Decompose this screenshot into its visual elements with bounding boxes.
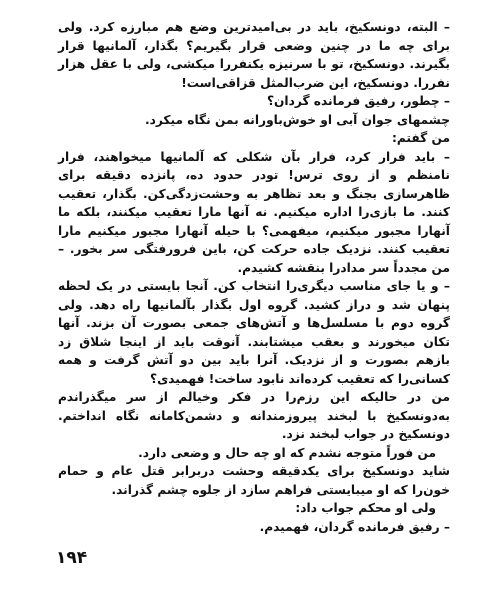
page-number: ۱۹۴ — [56, 548, 88, 568]
paragraph: من در حالیکه این رزم‌را در فکر وخیالم از سر میگذراندم به‌دونسکیخ با لبخند پیروزمندانه و دشمن‌کامانه نگاه انداختم. دونسکیخ در جواب لبخند نزد. — [58, 390, 450, 441]
paragraph: ولی او محکم جواب داد: — [295, 501, 436, 515]
paragraph: شاید دونسکیخ برای یکدقیقه وحشت دربرابر قتل عام و حمام خون‌را که او میبایستی فراهم سازد از جلوه چشم گذراند. — [58, 464, 450, 497]
paragraph: – البته، دونسکیخ، باید در بی‌امیدترین وضع هم مبارزه کرد. ولی برای چه ما در چنین وضعی قرار بگیریم؟ بگذار، آلمانیها قرار بگیرند. دونسکیخ، تو با سرنیزه یکنفررا میکشی، ولی با عقل هزار نفررا. دونسکیخ، این ضرب‌المثل قزاقی‌است! — [58, 20, 450, 90]
paragraph: – رفیق فرمانده گردان، فهمیدم. — [259, 519, 450, 534]
paragraph: من فوراً متوجه نشدم که او چه حال و وضعی دارد. — [138, 445, 436, 460]
paragraph: – و یا جای مناسب دیگری‌را انتخاب کن. آنجا بایستی در یک لحظه پنهان شد و دراز کشید. گروه اول بگذار بآلمانیها راه دهد. ولی گروه دوم با مسلسل‌ها و آتش‌های جمعی بصورت آن بزند. آنها تکان میخورند و بعقب میشتابند. آنوقت باید از اینجا شلاق زد بازهم بصورت و از نزدیک. آنرا باید بین دو آتش گرفت و همه کسانی‌را که تعقیب کرده‌اند نابود ساخت! فهمیدی؟ — [58, 279, 450, 386]
paragraph: – باید فرار کرد، فرار بآن شکلی که آلمانیها میخواهند، فرار نامنظم و از روی ترس! تودر حدود ده، پانزده دقیقه برای ظاهرسازی بجنگ و بعد تظاهر به وحشت‌زدگی‌کن. بگذار، تعقیب کنند. ما بازی‌را اداره میکنیم. نه آنها مارا تعقیب میکنند، بلکه ما آنهارا مجبور میکنیم، میفهمی؟ با حیله آنهارا مجبور میکنیم مارا تعقیب کنند. نزدیک جاده حرکت کن، باین فرورفتگی سر بخور. – من مجدداً سر مدادرا بنقشه کشیدم. — [58, 149, 450, 275]
paragraph: من گفتم: — [391, 131, 450, 145]
paragraph: – چطور، رفیق فرمانده گردان؟ — [266, 94, 450, 108]
paragraph: چشمهای جوان آبی او خوش‌باورانه بمن نگاه میکرد. — [144, 112, 450, 127]
